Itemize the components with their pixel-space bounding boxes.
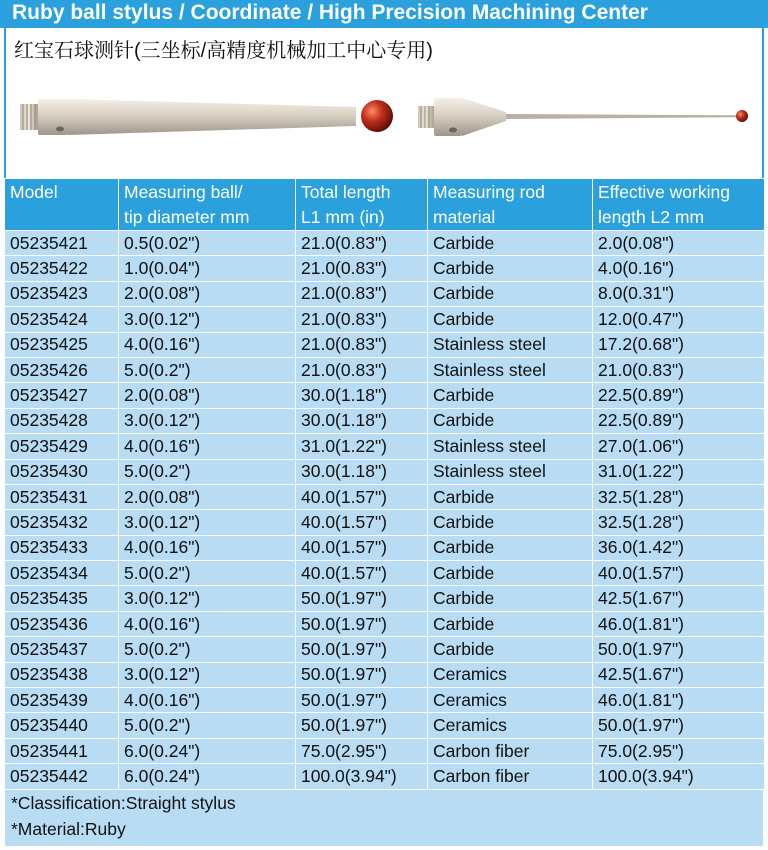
table-cell: 30.0(1.18"): [296, 459, 428, 484]
column-header-line: material: [433, 207, 496, 227]
table-row: [5, 510, 765, 535]
column-header: [5, 179, 119, 231]
table-cell: 75.0(2.95"): [593, 738, 765, 763]
table-cell: 50.0(1.97"): [296, 637, 428, 662]
table-cell: 46.0(1.81"): [593, 688, 765, 713]
table-cell: 05235440: [5, 713, 119, 738]
table-cell: Carbide: [428, 561, 593, 586]
table-cell: 2.0(0.08"): [593, 231, 765, 256]
table-row: [5, 307, 765, 332]
table-cell: 05235438: [5, 662, 119, 687]
table-cell: 1.0(0.04"): [119, 256, 296, 281]
table-cell: Carbide: [428, 510, 593, 535]
table-cell: 21.0(0.83"): [296, 332, 428, 357]
table-cell: 3.0(0.12"): [119, 662, 296, 687]
table-cell: 0.5(0.02"): [119, 231, 296, 256]
table-cell: 05235439: [5, 688, 119, 713]
table-cell: Carbide: [428, 231, 593, 256]
table-cell: Ceramics: [428, 713, 593, 738]
table-row: [5, 764, 765, 789]
short-ruby-stylus: [20, 99, 393, 135]
table-cell: 21.0(0.83"): [593, 357, 765, 382]
table-cell: 31.0(1.22"): [593, 459, 765, 484]
table-cell: 05235435: [5, 586, 119, 611]
table-cell: 05235424: [5, 307, 119, 332]
table-cell: 21.0(0.83"): [296, 307, 428, 332]
column-header: [428, 179, 593, 231]
table-cell: 21.0(0.83"): [296, 256, 428, 281]
table-row: [5, 383, 765, 408]
table-cell: 31.0(1.22"): [296, 434, 428, 459]
table-cell: 36.0(1.42"): [593, 535, 765, 560]
table-cell: 32.5(1.28"): [593, 510, 765, 535]
table-cell: 40.0(1.57"): [593, 561, 765, 586]
stylus-illustrations: [6, 28, 762, 178]
table-cell: Stainless steel: [428, 332, 593, 357]
table-cell: 6.0(0.24"): [119, 738, 296, 763]
table-cell: 50.0(1.97"): [593, 637, 765, 662]
table-row: [5, 586, 765, 611]
table-cell: 4.0(0.16"): [593, 256, 765, 281]
column-header-line: tip diameter mm: [124, 207, 250, 227]
table-cell: 5.0(0.2"): [119, 561, 296, 586]
table-cell: 6.0(0.24"): [119, 764, 296, 789]
table-cell: 50.0(1.97"): [296, 611, 428, 636]
table-cell: 2.0(0.08"): [119, 383, 296, 408]
long-ruby-stylus: [418, 98, 748, 136]
table-cell: 50.0(1.97"): [296, 713, 428, 738]
table-cell: 50.0(1.97"): [296, 586, 428, 611]
table-cell: 22.5(0.89"): [593, 383, 765, 408]
table-cell: 05235431: [5, 484, 119, 509]
table-cell: 05235433: [5, 535, 119, 560]
table-cell: 50.0(1.97"): [296, 662, 428, 687]
table-cell: 4.0(0.16"): [119, 434, 296, 459]
table-cell: Carbide: [428, 586, 593, 611]
column-header: [593, 179, 765, 231]
table-cell: 75.0(2.95"): [296, 738, 428, 763]
page-title: Ruby ball stylus / Coordinate / High Precision Machining Center: [12, 1, 648, 24]
table-cell: 40.0(1.57"): [296, 535, 428, 560]
table-cell: 05235429: [5, 434, 119, 459]
table-cell: 46.0(1.81"): [593, 611, 765, 636]
column-header-line: Total length: [301, 182, 391, 202]
table-row: [5, 357, 765, 382]
table-cell: 2.0(0.08"): [119, 484, 296, 509]
title-bar: [0, 0, 768, 28]
column-header-line: Model: [10, 182, 58, 202]
table-row: [5, 713, 765, 738]
table-cell: Ceramics: [428, 688, 593, 713]
specification-table: [4, 178, 765, 790]
table-cell: 40.0(1.57"): [296, 484, 428, 509]
table-cell: 05235425: [5, 332, 119, 357]
table-cell: 05235427: [5, 383, 119, 408]
chinese-subtitle: 红宝石球测针(三坐标/高精度机械加工中心专用): [14, 40, 433, 62]
table-cell: Carbide: [428, 484, 593, 509]
table-cell: 05235422: [5, 256, 119, 281]
table-cell: 40.0(1.57"): [296, 561, 428, 586]
table-row: [5, 738, 765, 763]
table-cell: 42.5(1.67"): [593, 662, 765, 687]
table-cell: Stainless steel: [428, 434, 593, 459]
table-cell: 21.0(0.83"): [296, 281, 428, 306]
table-row: [5, 332, 765, 357]
table-cell: 05235432: [5, 510, 119, 535]
table-row: [5, 256, 765, 281]
table-cell: 5.0(0.2"): [119, 713, 296, 738]
table-cell: 05235426: [5, 357, 119, 382]
table-cell: 4.0(0.16"): [119, 535, 296, 560]
table-row: [5, 561, 765, 586]
table-cell: Carbon fiber: [428, 738, 593, 763]
table-cell: 42.5(1.67"): [593, 586, 765, 611]
table-cell: 3.0(0.12"): [119, 307, 296, 332]
table-cell: 40.0(1.57"): [296, 510, 428, 535]
table-cell: 100.0(3.94"): [593, 764, 765, 789]
table-cell: 12.0(0.47"): [593, 307, 765, 332]
table-cell: 100.0(3.94"): [296, 764, 428, 789]
table-row: [5, 637, 765, 662]
table-row: [5, 281, 765, 306]
table-cell: Carbide: [428, 383, 593, 408]
table-cell: 17.2(0.68"): [593, 332, 765, 357]
table-cell: 05235441: [5, 738, 119, 763]
table-row: [5, 484, 765, 509]
column-header-line: Measuring rod: [433, 182, 545, 202]
table-cell: Ceramics: [428, 662, 593, 687]
table-cell: 2.0(0.08"): [119, 281, 296, 306]
table-row: [5, 535, 765, 560]
note-material: *Material:Ruby: [11, 819, 126, 839]
table-cell: Carbide: [428, 637, 593, 662]
table-cell: 27.0(1.06"): [593, 434, 765, 459]
table-cell: 3.0(0.12"): [119, 408, 296, 433]
column-header-line: Effective working: [598, 182, 730, 202]
table-body: [5, 231, 765, 790]
table-cell: 05235436: [5, 611, 119, 636]
table-cell: Stainless steel: [428, 459, 593, 484]
table-cell: 5.0(0.2"): [119, 357, 296, 382]
table-cell: 05235437: [5, 637, 119, 662]
table-cell: Carbide: [428, 307, 593, 332]
table-cell: 30.0(1.18"): [296, 408, 428, 433]
table-cell: Carbide: [428, 611, 593, 636]
table-cell: 3.0(0.12"): [119, 586, 296, 611]
table-cell: 4.0(0.16"): [119, 688, 296, 713]
table-cell: 5.0(0.2"): [119, 459, 296, 484]
product-image-panel: [4, 28, 764, 178]
table-cell: 4.0(0.16"): [119, 332, 296, 357]
table-cell: Carbon fiber: [428, 764, 593, 789]
column-header-line: L1 mm (in): [301, 207, 385, 227]
table-cell: 30.0(1.18"): [296, 383, 428, 408]
table-cell: 05235442: [5, 764, 119, 789]
table-cell: 8.0(0.31"): [593, 281, 765, 306]
table-cell: Carbide: [428, 408, 593, 433]
table-cell: 22.5(0.89"): [593, 408, 765, 433]
table-cell: 05235434: [5, 561, 119, 586]
table-row: [5, 231, 765, 256]
column-header: [296, 179, 428, 231]
table-cell: Carbide: [428, 281, 593, 306]
column-header: [119, 179, 296, 231]
column-header-line: Measuring ball/: [124, 182, 243, 202]
table-row: [5, 688, 765, 713]
table-cell: 21.0(0.83"): [296, 357, 428, 382]
table-header: [5, 179, 765, 231]
table-row: [5, 408, 765, 433]
table-cell: Carbide: [428, 535, 593, 560]
table-cell: 3.0(0.12"): [119, 510, 296, 535]
table-cell: 05235428: [5, 408, 119, 433]
table-row: [5, 611, 765, 636]
table-cell: 21.0(0.83"): [296, 231, 428, 256]
table-cell: Stainless steel: [428, 357, 593, 382]
table-cell: 50.0(1.97"): [296, 688, 428, 713]
table-cell: 32.5(1.28"): [593, 484, 765, 509]
notes-box: [4, 789, 764, 847]
table-cell: 50.0(1.97"): [593, 713, 765, 738]
note-classification: *Classification:Straight stylus: [11, 793, 236, 813]
table-cell: 05235423: [5, 281, 119, 306]
column-header-line: length L2 mm: [598, 207, 705, 227]
table-row: [5, 662, 765, 687]
header-row: [5, 179, 765, 231]
table-row: [5, 459, 765, 484]
table-cell: Carbide: [428, 256, 593, 281]
table-cell: 05235421: [5, 231, 119, 256]
table-row: [5, 434, 765, 459]
table-cell: 4.0(0.16"): [119, 611, 296, 636]
table-cell: 05235430: [5, 459, 119, 484]
table-cell: 5.0(0.2"): [119, 637, 296, 662]
